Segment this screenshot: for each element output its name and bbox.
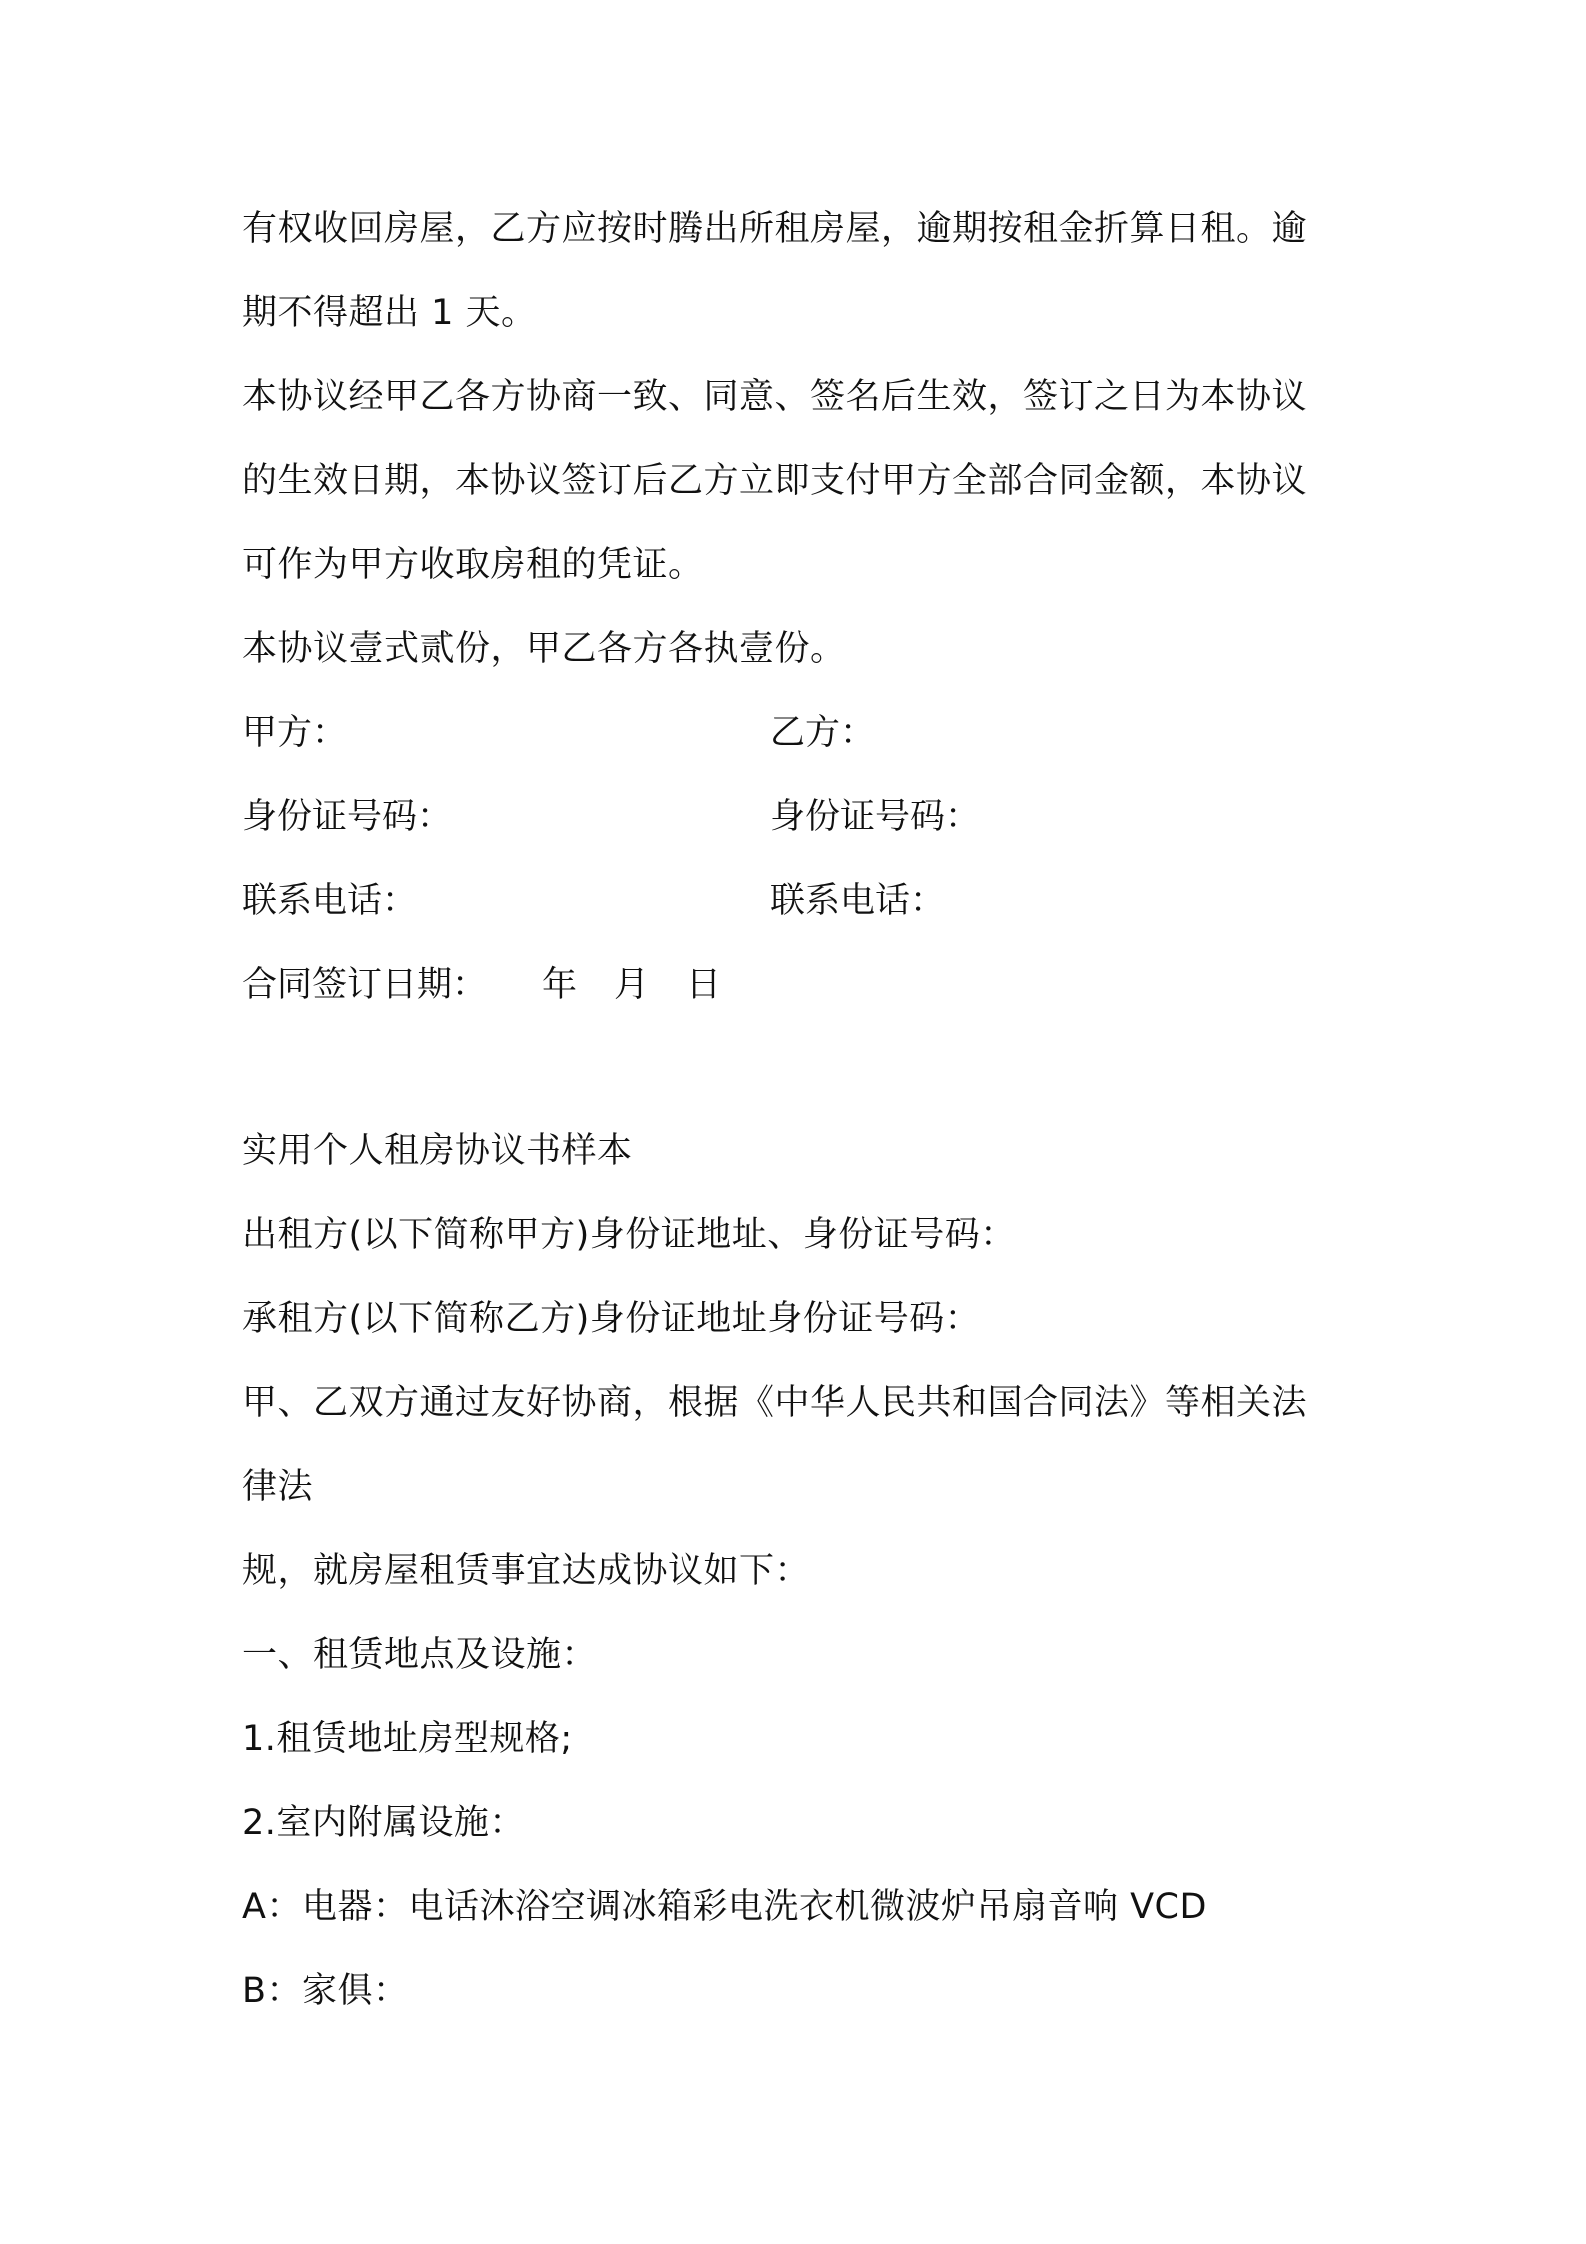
party-a-phone-label: 联系电话： (242, 881, 418, 921)
paragraph-line: 甲、乙双方通过友好协商，根据《中华人民共和国合同法》等相关法 (242, 1383, 1308, 1423)
paragraph-line: 期不得超出 1 天。 (242, 293, 537, 333)
sample-title: 实用个人租房协议书样本 (242, 1131, 633, 1171)
party-b-phone-label: 联系电话： (770, 881, 946, 921)
party-a-id-label: 身份证号码： (242, 797, 453, 837)
sample-agreement-block (242, 1109, 1362, 2033)
paragraph-line: 出租方(以下简称甲方)身份证地址、身份证号码： (242, 1215, 1016, 1255)
paragraph-line: 的生效日期，本协议签订后乙方立即支付甲方全部合同金额，本协议 (242, 461, 1308, 501)
contract-terms-block (242, 187, 1362, 691)
date-year: 年 (542, 965, 578, 1005)
paragraph-line: 本协议壹式贰份，甲乙各方各执壹份。 (242, 629, 846, 669)
party-b-id-label: 身份证号码： (770, 797, 981, 837)
paragraph-line: 承租方(以下简称乙方)身份证地址身份证号码： (242, 1299, 981, 1339)
list-item: 1.租赁地址房型规格; (242, 1719, 573, 1759)
paragraph-line: 有权收回房屋，乙方应按时腾出所租房屋，逾期按租金折算日租。逾 (242, 209, 1308, 249)
contract-date-label: 合同签订日期： (242, 965, 488, 1005)
paragraph-line: 规，就房屋租赁事宜达成协议如下： (242, 1551, 811, 1591)
date-day: 日 (686, 965, 722, 1005)
date-month: 月 (614, 965, 650, 1005)
list-item: B：家俱： (242, 1971, 409, 2011)
party-a-label: 甲方： (242, 713, 348, 753)
contract-date-row (242, 943, 758, 1027)
paragraph-line: 本协议经甲乙各方协商一致、同意、签名后生效，签订之日为本协议 (242, 377, 1308, 417)
paragraph-line: 律法 (242, 1467, 314, 1507)
party-b-label: 乙方： (770, 713, 876, 753)
section-heading: 一、租赁地点及设施： (242, 1635, 598, 1675)
list-item: 2.室内附属设施： (242, 1803, 525, 1843)
list-item: A：电器：电话沐浴空调冰箱彩电洗衣机微波炉吊扇音响 VCD (242, 1887, 1207, 1927)
paragraph-line: 可作为甲方收取房租的凭证。 (242, 545, 704, 585)
